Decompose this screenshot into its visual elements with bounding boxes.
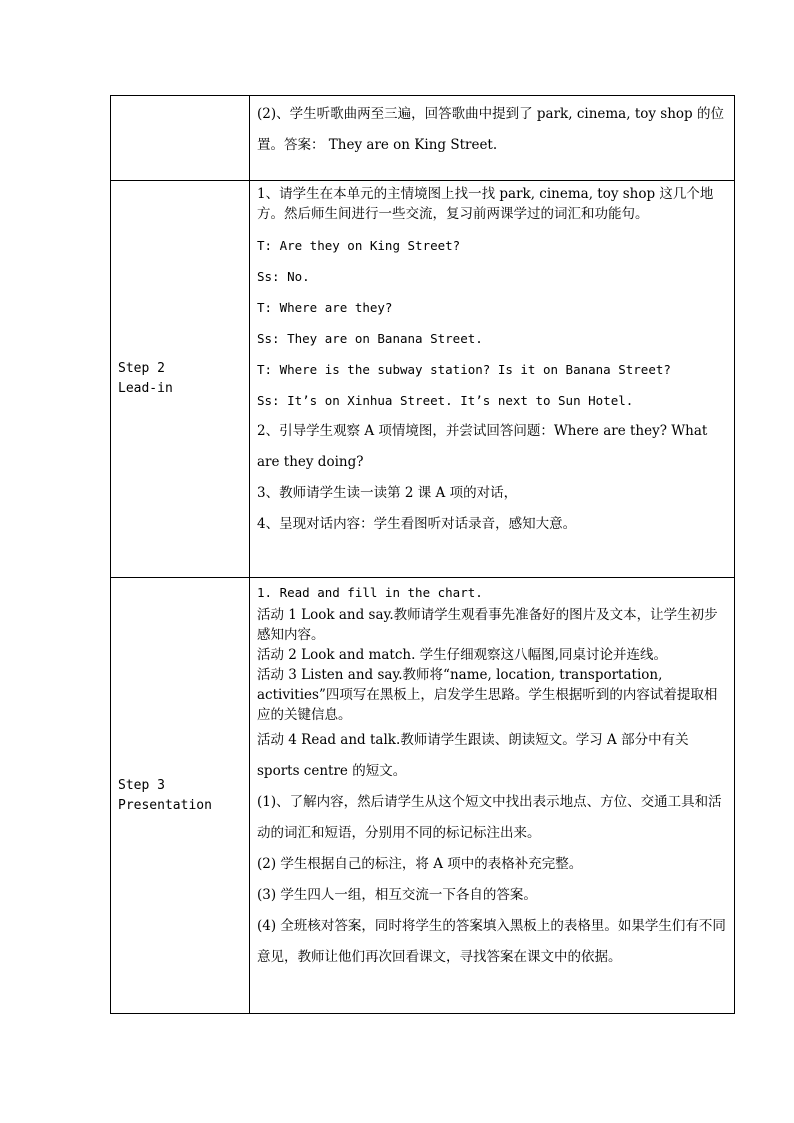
table-row: [111, 181, 735, 578]
dialogue-line: T: Where are they?: [257, 300, 393, 315]
dialogue-line: T: Are they on King Street?: [257, 238, 461, 253]
content-line: 3、教师请学生读一读第 2 课 A 项的对话，: [257, 485, 518, 501]
table-row: [111, 96, 735, 181]
content-cell: [250, 578, 735, 1014]
content-line: (2)、学生听歌曲两至三遍，回答歌曲中提到了 park, cinema, toy shop 的位置。答案： They are on King Street.: [257, 106, 724, 153]
dialogue-line: Ss: It’s on Xinhua Street. It’s next to Sun Hotel.: [257, 393, 634, 408]
content-line: 活动 2 Look and match. 学生仔细观察这八幅图,同桌讨论并连线。: [257, 647, 667, 663]
content-line: 1、请学生在本单元的主情境图上找一找 park, cinema, toy shop 这几个地方。然后师生间进行一些交流，复习前两课学过的词汇和功能句。: [257, 186, 714, 222]
content-line: 1. Read and fill in the chart.: [257, 585, 483, 600]
content-cell: [250, 96, 735, 181]
content-line: 4、呈现对话内容：学生看图听对话录音，感知大意。: [257, 516, 577, 532]
content-line: 活动 4 Read and talk.教师请学生跟读、朗读短文。学习 A 部分中有关 sports centre 的短文。: [257, 732, 689, 779]
dialogue-line: Ss: They are on Banana Street.: [257, 331, 483, 346]
content-line: 2、引导学生观察 A 项情境图，并尝试回答问题：Where are they? What are they doing?: [257, 423, 708, 470]
content-line: (2) 学生根据自己的标注，将 A 项中的表格补充完整。: [257, 856, 583, 872]
step-cell: [111, 96, 250, 181]
table-row: [111, 578, 735, 1014]
content-line: (1)、了解内容，然后请学生从这个短文中找出表示地点、方位、交通工具和活动的词汇和短语，分别用不同的标记标注出来。: [257, 794, 722, 841]
content-line: 活动 3 Listen and say.教师将“name, location, transportation, activities”四项写在黑板上，启发学生思路。学生根据听到的内容试着提取相应的关键信息。: [257, 667, 718, 723]
dialogue-line: Ss: No.: [257, 269, 310, 284]
step-cell: [111, 578, 250, 1014]
step-number: Step 3: [118, 777, 165, 793]
lesson-plan-table: [110, 95, 735, 1014]
step-title: Presentation: [118, 797, 212, 813]
content-line: 活动 1 Look and say.教师请学生观看事先准备好的图片及文本，让学生初步感知内容。: [257, 607, 718, 643]
content-line: (4) 全班核对答案，同时将学生的答案填入黑板上的表格里。如果学生们有不同意见，教师让他们再次回看课文，寻找答案在课文中的依据。: [257, 918, 726, 965]
content-line: (3) 学生四人一组，相互交流一下各自的答案。: [257, 887, 537, 903]
dialogue-line: T: Where is the subway station? Is it on Banana Street?: [257, 362, 671, 377]
content-cell: [250, 181, 735, 578]
step-title: Lead-in: [118, 381, 173, 396]
step-cell: [111, 181, 250, 578]
step-number: Step 2: [118, 361, 165, 376]
